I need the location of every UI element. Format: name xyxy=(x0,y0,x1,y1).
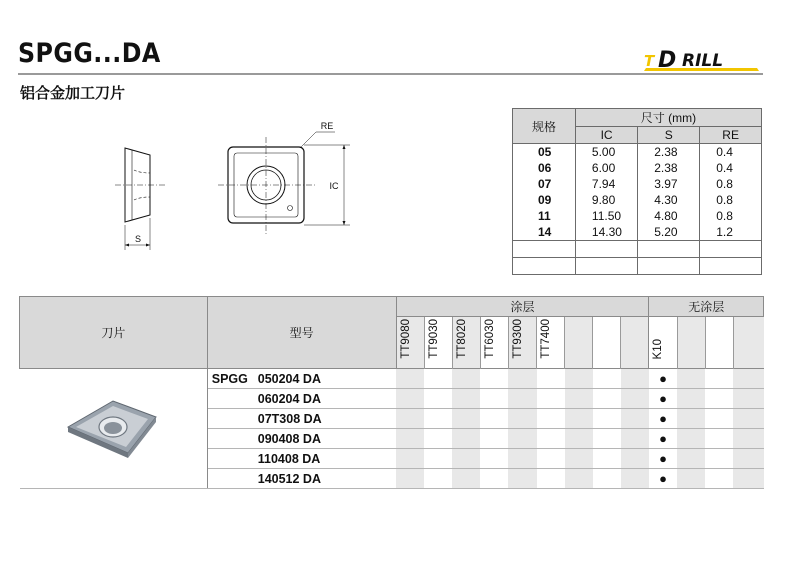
grade-header: TT6030 xyxy=(480,317,508,369)
spec-header-s: S xyxy=(638,127,700,144)
table-row: 05 5.00 2.38 0.4 xyxy=(513,144,762,161)
availability-dot: ● xyxy=(649,429,677,449)
table-row: 06 6.00 2.38 0.4 xyxy=(513,160,762,176)
brand-logo xyxy=(640,44,765,74)
availability-dot: ● xyxy=(649,409,677,429)
header-divider xyxy=(18,73,763,75)
dimension-s-label: S xyxy=(134,234,142,244)
insert-photo xyxy=(20,369,208,489)
model-number: 110408 DA xyxy=(257,451,321,466)
availability-dot: ● xyxy=(649,369,677,389)
table-row-empty xyxy=(513,258,762,275)
header-insert: 刀片 xyxy=(20,297,208,369)
grade-header: TT9300 xyxy=(508,317,536,369)
spec-header-ic: IC xyxy=(575,127,637,144)
page-subtitle: 铝合金加工刀片 xyxy=(20,85,126,102)
insert-photo-icon xyxy=(58,387,168,467)
dimension-ic-label: IC xyxy=(329,181,339,191)
model-number: 090408 DA xyxy=(257,431,321,446)
dimension-re-label: RE xyxy=(320,121,334,131)
header-uncoated: 无涂层 xyxy=(649,297,764,317)
header-coated: 涂层 xyxy=(396,297,649,317)
header-model: 型号 xyxy=(207,297,396,369)
table-row-empty xyxy=(513,241,762,258)
spec-header-dimensions: 尺寸 (mm) xyxy=(575,109,761,127)
table-row: 11 11.50 4.80 0.8 xyxy=(513,208,762,224)
insert-diagram xyxy=(110,115,370,265)
model-number: 050204 DA xyxy=(257,371,321,386)
grade-header: K10 xyxy=(649,317,677,369)
dimension-table xyxy=(512,108,762,275)
grade-header: TT7400 xyxy=(537,317,565,369)
svg-text:D: D xyxy=(658,48,677,73)
availability-dot: ● xyxy=(649,389,677,409)
grade-table xyxy=(19,296,764,489)
availability-dot: ● xyxy=(649,449,677,469)
grade-header: TT9080 xyxy=(396,317,424,369)
table-row: SPGG 050204 DA ● xyxy=(20,369,764,389)
grade-header: TT9030 xyxy=(424,317,452,369)
model-number: 060204 DA xyxy=(257,391,321,406)
grade-header: TT8020 xyxy=(452,317,480,369)
svg-text:RILL: RILL xyxy=(682,51,724,71)
spec-header-size: 规格 xyxy=(513,109,576,144)
svg-text:T: T xyxy=(644,52,655,70)
model-number: 07T308 DA xyxy=(257,411,322,426)
table-row: 09 9.80 4.30 0.8 xyxy=(513,192,762,208)
table-row: 07 7.94 3.97 0.8 xyxy=(513,176,762,192)
availability-dot: ● xyxy=(649,469,677,489)
table-row: 14 14.30 5.20 1.2 xyxy=(513,224,762,241)
page-title: SPGG...DA xyxy=(18,38,161,69)
model-number: 140512 DA xyxy=(257,471,321,486)
spec-header-re: RE xyxy=(700,127,762,144)
